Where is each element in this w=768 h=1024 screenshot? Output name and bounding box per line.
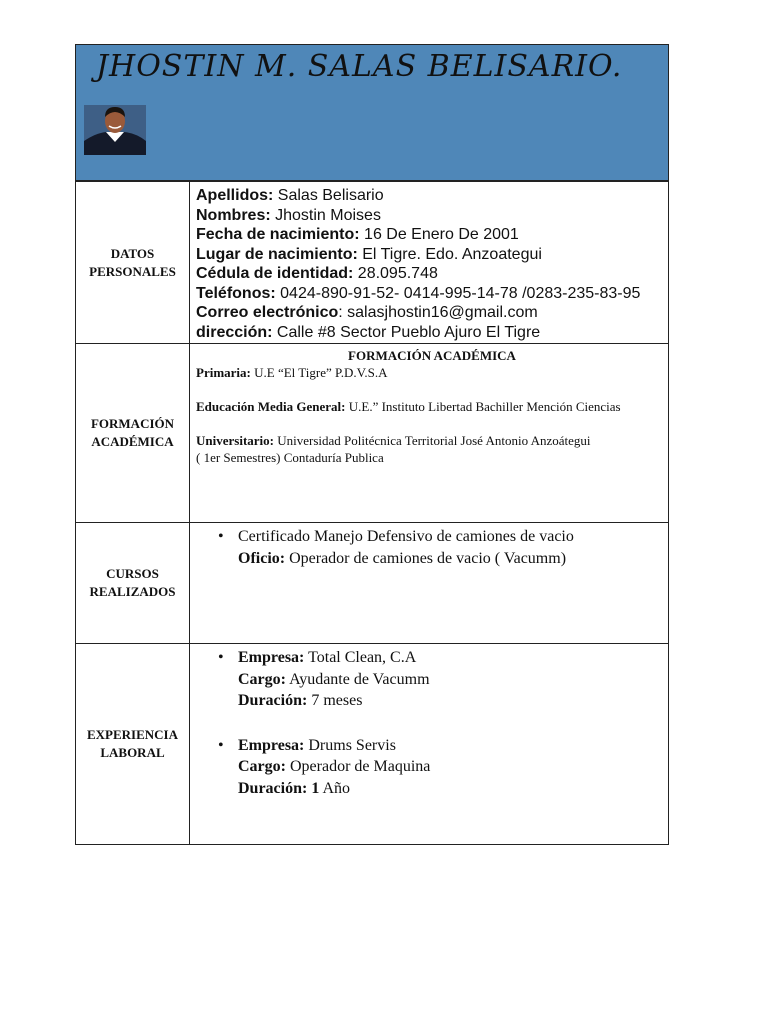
datos-personales-row <box>75 181 669 344</box>
duracion-line: Duración: 7 meses <box>238 692 363 709</box>
field-cedula: Cédula de identidad: 28.095.748 <box>196 265 438 282</box>
oficio-line: Oficio: Operador de camiones de vacio ( Vacumm) <box>238 549 567 567</box>
person-name: JHOSTIN M. SALAS BELISARIO. <box>96 49 623 84</box>
primaria-line: Primaria: U.E “El Tigre” P.D.V.S.A <box>196 365 388 380</box>
universitario-line: Universitario: Universidad Politécnica Territorial José Antonio Anzoátegui <box>196 433 591 448</box>
empresa-line: Empresa: Total Clean, C.A <box>238 649 417 666</box>
field-lugar-nacimiento: Lugar de nacimiento: El Tigre. Edo. Anzoategui <box>196 245 542 263</box>
field-direccion: dirección: Calle #8 Sector Pueblo Ajuro El Tigre <box>196 323 541 341</box>
field-fecha-nacimiento: Fecha de nacimiento: 16 De Enero De 2001 <box>196 226 519 243</box>
cv-document <box>75 44 669 845</box>
cargo-line: Cargo: Operador de Maquina <box>238 758 431 775</box>
label-line: LABORAL <box>100 745 165 760</box>
formacion-content <box>190 344 668 522</box>
cargo-line: Cargo: Ayudante de Vacumm <box>238 670 430 688</box>
formacion-label <box>76 344 190 522</box>
formacion-row <box>75 344 669 523</box>
datos-personales-content <box>190 182 668 343</box>
field-telefonos: Teléfonos: 0424-890-91-52- 0414-995-14-78 /0283-235-83-95 <box>196 284 641 302</box>
empresa-line: Empresa: Drums Servis <box>238 736 396 754</box>
duracion-line: Duración: 1 Año <box>238 779 350 797</box>
label-line: REALIZADOS <box>89 584 176 599</box>
label-line: PERSONALES <box>89 263 176 279</box>
experiencia-label <box>76 644 190 844</box>
label-line: CURSOS <box>106 566 159 581</box>
universitario-line-2: ( 1er Semestres) Contaduría Publica <box>196 450 384 465</box>
label-line: EXPERIENCIA <box>86 727 178 742</box>
label-line: DATOS <box>110 245 155 261</box>
label-line: ACADÉMICA <box>91 434 174 449</box>
label-line: FORMACIÓN <box>90 416 175 431</box>
formacion-title: FORMACIÓN ACADÉMICA <box>348 348 516 363</box>
list-item <box>190 526 668 569</box>
cursos-content <box>190 523 668 643</box>
experiencia-row <box>75 644 669 845</box>
list-item <box>190 647 668 712</box>
bullet-icon: • <box>218 528 224 545</box>
curso-name: Certificado Manejo Defensivo de camiones de vacio <box>238 528 574 545</box>
list-item <box>190 735 668 800</box>
media-line: Educación Media General: U.E.” Instituto Libertad Bachiller Mención Ciencias <box>196 399 621 414</box>
field-correo: Correo electrónico: salasjhostin16@gmail.com <box>196 304 538 321</box>
field-apellidos: Apellidos: Salas Belisario <box>196 187 384 204</box>
experiencia-content <box>190 644 668 844</box>
cursos-label <box>76 523 190 643</box>
bullet-icon: • <box>218 649 224 666</box>
bullet-icon: • <box>218 736 224 754</box>
cv-header <box>75 44 669 181</box>
datos-personales-label <box>76 182 190 343</box>
cursos-row <box>75 523 669 644</box>
field-nombres: Nombres: Jhostin Moises <box>196 206 381 224</box>
avatar <box>84 105 146 155</box>
